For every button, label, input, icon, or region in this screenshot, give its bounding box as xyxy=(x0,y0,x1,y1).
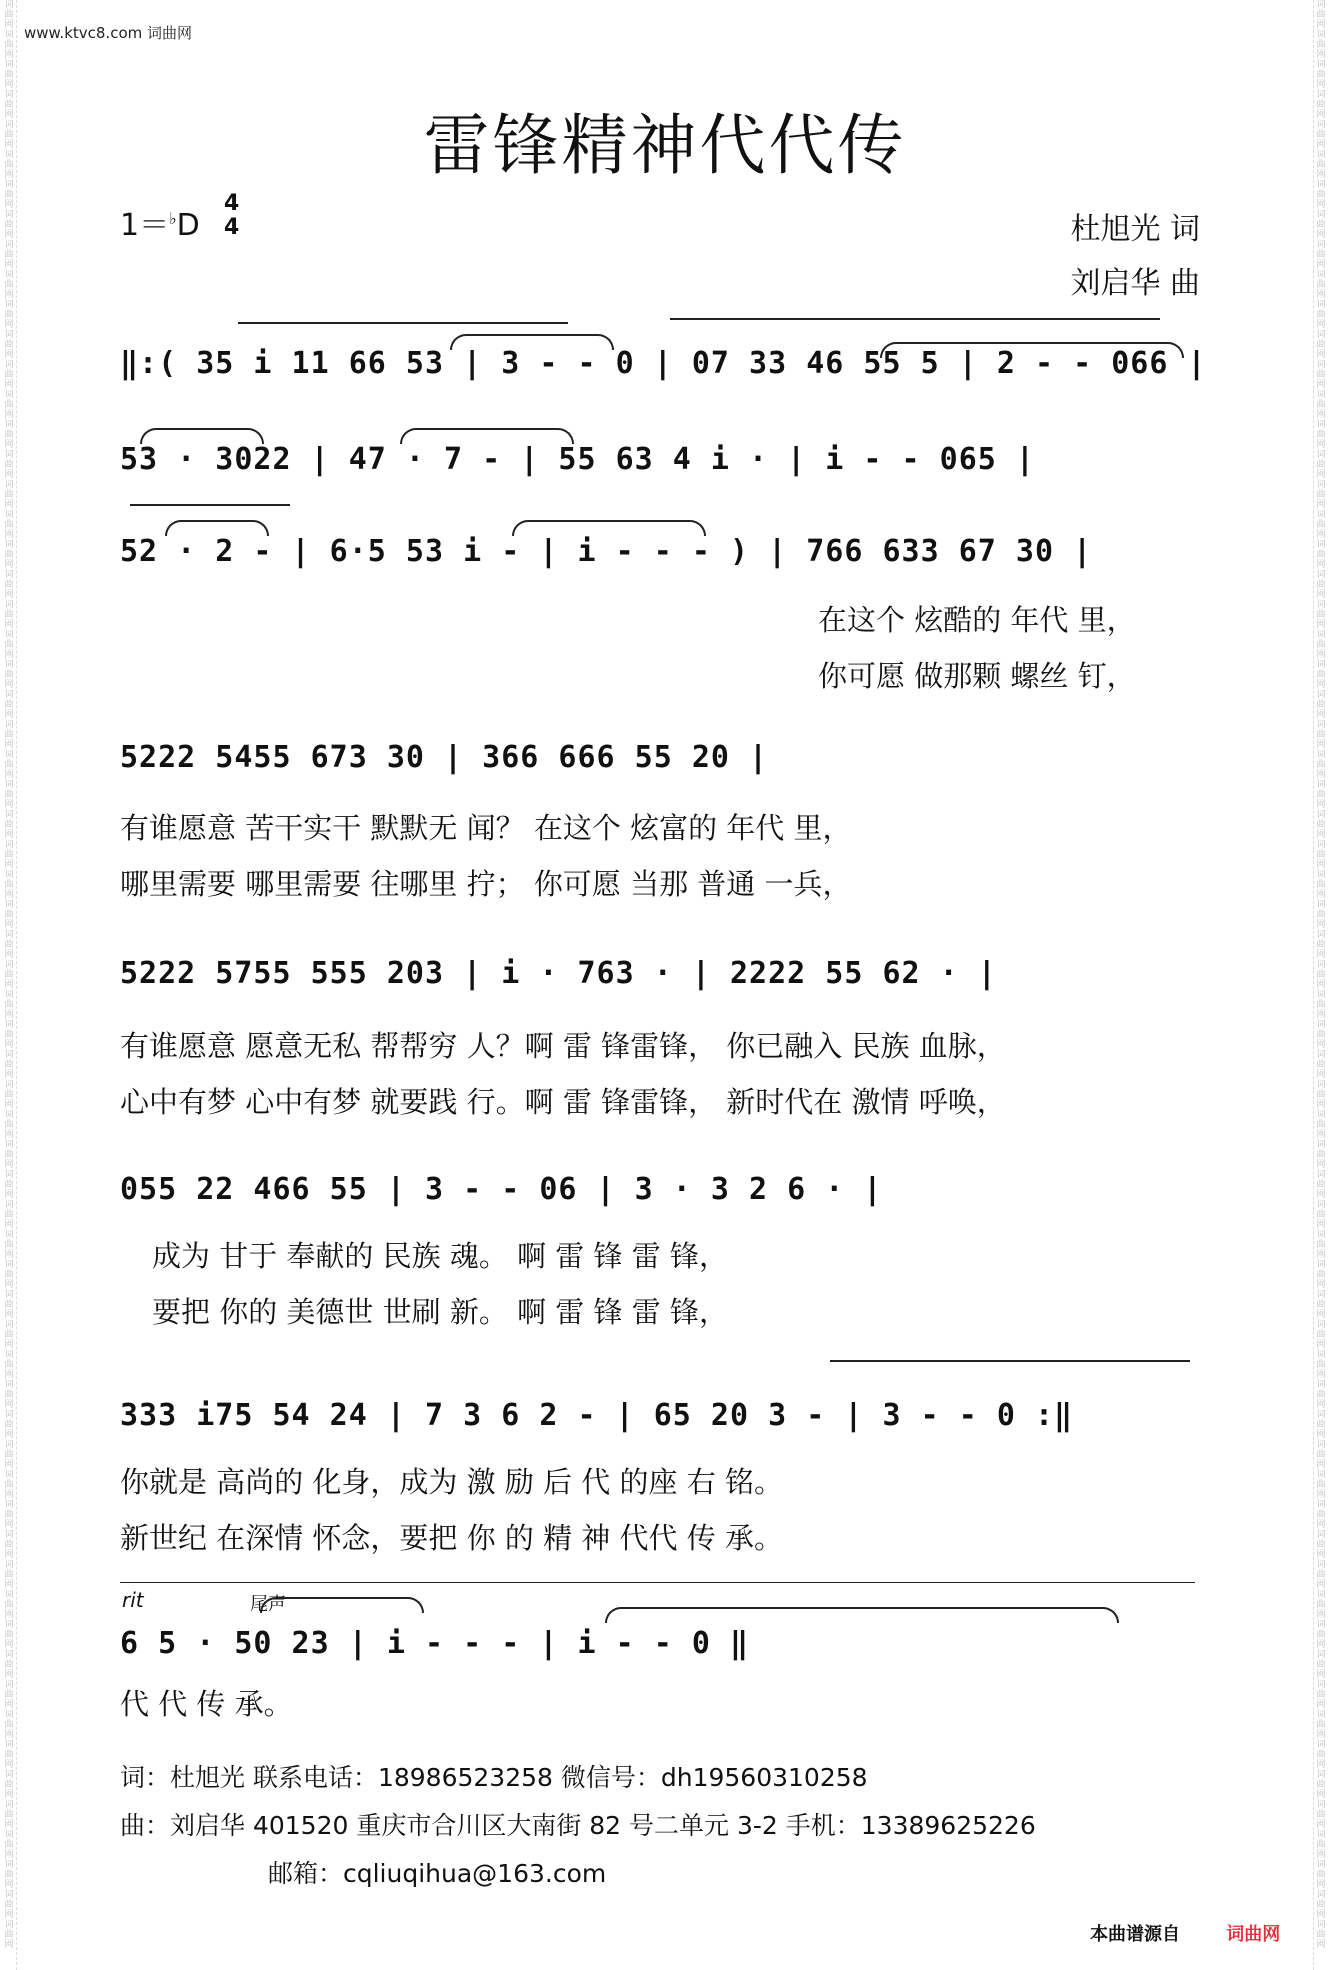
watermark-block: 词 曲 网 xyxy=(1316,1620,1326,1650)
watermark-block: 词 曲 网 xyxy=(4,240,14,270)
watermark-block: 词 曲 网 xyxy=(1316,90,1326,120)
dynamic-line xyxy=(238,322,568,324)
watermark-block: 词 曲 网 xyxy=(1316,990,1326,1020)
watermark-block: 词 曲 网 xyxy=(4,300,14,330)
watermark-block: 词 曲 网 xyxy=(4,1470,14,1500)
watermark-block: 词 曲 网 xyxy=(4,30,14,60)
watermark-block: 词 曲 网 xyxy=(4,1650,14,1680)
score-line-2: 53 · 3022 | 47 · 7 - | 55 63 4 i · | i - - 065 | xyxy=(120,442,1035,477)
watermark-block: 词 曲 网 xyxy=(4,1050,14,1080)
watermark-block: 词 曲 网 xyxy=(4,960,14,990)
watermark-block: 词 曲 网 xyxy=(1316,750,1326,780)
watermark-block: 词 曲 网 xyxy=(4,450,14,480)
watermark-block: 词 曲 网 xyxy=(1316,390,1326,420)
watermark-block: 词 曲 网 xyxy=(1316,1650,1326,1680)
watermark-block: 词 曲 网 xyxy=(1316,330,1326,360)
watermark-block: 词 曲 网 xyxy=(4,1800,14,1830)
watermark-block: 词 曲 网 xyxy=(1316,960,1326,990)
watermark-block: 词 曲 网 xyxy=(4,1380,14,1410)
watermark-block: 词 曲 网 xyxy=(1316,1440,1326,1470)
watermark-block: 词 曲 网 xyxy=(4,1200,14,1230)
score-line-8: 6 5 · 50 23 | i - - - | i - - 0 ‖ xyxy=(120,1626,750,1661)
watermark-block: 词 曲 网 xyxy=(4,1620,14,1650)
watermark-block: 词 曲 网 xyxy=(1316,1290,1326,1320)
watermark-block: 词 曲 网 xyxy=(4,1740,14,1770)
watermark-block: 词 曲 网 xyxy=(1316,1320,1326,1350)
score-line-6: 055 22 466 55 | 3 - - 06 | 3 · 3 2 6 · | xyxy=(120,1172,883,1207)
watermark-block: 词 曲 网 xyxy=(4,390,14,420)
lyric-line-7b: 新世纪 在深情 怀念，要把 你 的 精 神 代代 传 承。 xyxy=(120,1521,783,1555)
watermark-block: 词 曲 网 xyxy=(1316,690,1326,720)
watermark-block: 词 曲 网 xyxy=(1316,840,1326,870)
watermark-block: 词 曲 网 xyxy=(1316,1410,1326,1440)
composer-email: 邮箱：cqliuqihua@163.com xyxy=(268,1859,607,1888)
score-line-1: ‖:( 35 i 11 66 53 | 3 - - 0 | 07 33 46 55 5 | 2 - - 066 | xyxy=(120,346,1207,381)
lyric-line-3a: 在这个 炫酷的 年代 里， xyxy=(818,603,1136,637)
dynamic-line xyxy=(830,1360,1190,1362)
watermark-block: 词 曲 网 xyxy=(4,1890,14,1920)
dynamic-line xyxy=(670,318,1160,320)
watermark-block: 词 曲 网 xyxy=(1316,120,1326,150)
watermark-block: 词 曲 网 xyxy=(4,1260,14,1290)
watermark-block: 词 曲 网 xyxy=(4,660,14,690)
lyricist-credit: 杜旭光 词 xyxy=(1070,212,1200,247)
watermark-block: 词 曲 网 xyxy=(4,1410,14,1440)
watermark-block: 词 曲 网 xyxy=(1316,1680,1326,1710)
watermark-block: 词 曲 网 xyxy=(4,810,14,840)
watermark-block: 词 曲 网 xyxy=(4,360,14,390)
composer-contact: 曲：刘启华 401520 重庆市合川区大南街 82 号二单元 3-2 手机：13389625226 xyxy=(120,1811,1036,1840)
watermark-block: 词 曲 网 xyxy=(1316,1470,1326,1500)
composer-credit: 刘启华 曲 xyxy=(1070,266,1200,301)
watermark-block: 词 曲 网 xyxy=(4,1860,14,1890)
watermark-block: 词 曲 网 xyxy=(1316,600,1326,630)
coda-mark: 尾声 xyxy=(250,1594,286,1615)
key-signature: 1＝♭D xyxy=(120,208,200,243)
lyric-line-7a: 你就是 高尚的 化身，成为 激 励 后 代 的座 右 铭。 xyxy=(120,1465,783,1499)
site-url[interactable]: www.ktvc8.com 词曲网 xyxy=(24,24,193,42)
watermark-block: 词 曲 网 xyxy=(4,1320,14,1350)
lyric-line-8a: 代 代 传 承。 xyxy=(120,1687,293,1721)
score-line-7: 333 i75 54 24 | 7 3 6 2 - | 65 20 3 - | 3 - - 0 :‖ xyxy=(120,1398,1074,1433)
watermark-block: 词 曲 网 xyxy=(4,120,14,150)
watermark-block: 词 曲 网 xyxy=(4,420,14,450)
watermark-block: 词 曲 网 xyxy=(1316,1710,1326,1740)
watermark-block: 词 曲 网 xyxy=(1316,450,1326,480)
lyric-line-4a: 有谁愿意 苦干实干 默默无 闻？ 在这个 炫富的 年代 里， xyxy=(120,811,852,845)
watermark-block: 词 曲 网 xyxy=(4,1170,14,1200)
watermark-block: 词 曲 网 xyxy=(4,330,14,360)
lyric-line-6b: 要把 你的 美德世 世刷 新。 啊 雷 锋 雷 锋， xyxy=(152,1295,728,1329)
watermark-block: 词 曲 网 xyxy=(1316,870,1326,900)
watermark-block: 词 曲 网 xyxy=(1316,810,1326,840)
watermark-block: 词 曲 网 xyxy=(4,1440,14,1470)
watermark-block: 词 曲 网 xyxy=(1316,1050,1326,1080)
watermark-block: 词 曲 网 xyxy=(1316,180,1326,210)
watermark-block: 词 曲 网 xyxy=(1316,510,1326,540)
watermark-block: 词 曲 网 xyxy=(1316,1920,1326,1950)
watermark-block: 词 曲 网 xyxy=(1316,1110,1326,1140)
dynamic-line xyxy=(130,504,290,506)
lyric-line-6a: 成为 甘于 奉献的 民族 魂。 啊 雷 锋 雷 锋， xyxy=(152,1239,728,1273)
watermark-block: 词 曲 网 xyxy=(1316,480,1326,510)
watermark-block: 词 曲 网 xyxy=(1316,780,1326,810)
watermark-block: 词 曲 网 xyxy=(1316,1020,1326,1050)
watermark-block: 词 曲 网 xyxy=(1316,1200,1326,1230)
watermark-block: 词 曲 网 xyxy=(4,1110,14,1140)
lyric-line-5b: 心中有梦 心中有梦 就要践 行。啊 雷 锋雷锋， 新时代在 激情 呼唤， xyxy=(120,1085,1006,1119)
slur xyxy=(605,1607,1119,1623)
song-title: 雷锋精神代代传 xyxy=(423,107,907,184)
watermark-block: 词 曲 网 xyxy=(1316,60,1326,90)
watermark-block: 词 曲 网 xyxy=(4,1530,14,1560)
watermark-block: 词 曲 网 xyxy=(4,1560,14,1590)
watermark-block: 词 曲 网 xyxy=(1316,1770,1326,1800)
watermark-block: 词 曲 网 xyxy=(4,210,14,240)
score-line-4: 5222 5455 673 30 | 366 666 55 20 | xyxy=(120,740,769,775)
time-signature: 4 4 xyxy=(224,191,240,240)
watermark-block: 词 曲 网 xyxy=(4,60,14,90)
watermark-block: 词 曲 网 xyxy=(1316,900,1326,930)
watermark-block: 词 曲 网 xyxy=(1316,570,1326,600)
watermark-block: 词 曲 网 xyxy=(1316,270,1326,300)
watermark-block: 词 曲 网 xyxy=(1316,1740,1326,1770)
watermark-block: 词 曲 网 xyxy=(1316,540,1326,570)
watermark-block: 词 曲 网 xyxy=(1316,1380,1326,1410)
rit-mark: rit xyxy=(122,1588,144,1612)
watermark-block: 词 曲 网 xyxy=(4,600,14,630)
watermark-block: 词 曲 网 xyxy=(1316,1590,1326,1620)
watermark-block: 词 曲 网 xyxy=(4,750,14,780)
watermark-block: 词 曲 网 xyxy=(4,720,14,750)
watermark-block: 词 曲 网 xyxy=(4,990,14,1020)
watermark-block: 词 曲 网 xyxy=(1316,150,1326,180)
right-watermark-strip xyxy=(1313,0,1328,1970)
source-footer xyxy=(1090,1920,1280,1946)
watermark-block: 词 曲 网 xyxy=(4,1500,14,1530)
watermark-block: 词 曲 网 xyxy=(1316,1890,1326,1920)
watermark-block: 词 曲 网 xyxy=(1316,30,1326,60)
watermark-block: 词 曲 网 xyxy=(1316,1830,1326,1860)
watermark-block: 词 曲 网 xyxy=(4,780,14,810)
watermark-block: 词 曲 网 xyxy=(1316,420,1326,450)
watermark-block: 词 曲 网 xyxy=(4,0,14,30)
watermark-block: 词 曲 网 xyxy=(4,1830,14,1860)
watermark-block: 词 曲 网 xyxy=(1316,1500,1326,1530)
lyric-line-3b: 你可愿 做那颗 螺丝 钉， xyxy=(818,659,1136,693)
watermark-block: 词 曲 网 xyxy=(4,1350,14,1380)
watermark-block: 词 曲 网 xyxy=(1316,210,1326,240)
left-watermark-strip xyxy=(2,0,17,1970)
watermark-block: 词 曲 网 xyxy=(1316,630,1326,660)
watermark-block: 词 曲 网 xyxy=(1316,720,1326,750)
score-line-5: 5222 5755 555 203 | i · 763 · | 2222 55 62 · | xyxy=(120,956,997,991)
watermark-block: 词 曲 网 xyxy=(4,1680,14,1710)
watermark-block: 词 曲 网 xyxy=(4,1590,14,1620)
watermark-block: 词 曲 网 xyxy=(1316,1350,1326,1380)
watermark-block: 词 曲 网 xyxy=(4,900,14,930)
watermark-block: 词 曲 网 xyxy=(1316,1860,1326,1890)
lyric-line-5a: 有谁愿意 愿意无私 帮帮穷 人？啊 雷 锋雷锋， 你已融入 民族 血脉， xyxy=(120,1029,1006,1063)
watermark-block: 词 曲 网 xyxy=(4,630,14,660)
watermark-block: 词 曲 网 xyxy=(4,1140,14,1170)
watermark-block: 词 曲 网 xyxy=(4,1230,14,1260)
watermark-block: 词 曲 网 xyxy=(4,1020,14,1050)
watermark-block: 词 曲 网 xyxy=(4,1920,14,1950)
watermark-block: 词 曲 网 xyxy=(4,150,14,180)
watermark-block: 词 曲 网 xyxy=(4,930,14,960)
watermark-block: 词 曲 网 xyxy=(1316,1140,1326,1170)
source-site-link[interactable]: 词曲网 xyxy=(1226,1924,1281,1945)
watermark-block: 词 曲 网 xyxy=(1316,1170,1326,1200)
watermark-block: 词 曲 网 xyxy=(4,1710,14,1740)
watermark-block: 词 曲 网 xyxy=(1316,1230,1326,1260)
watermark-block: 词 曲 网 xyxy=(1316,1260,1326,1290)
watermark-block: 词 曲 网 xyxy=(1316,1530,1326,1560)
source-label: 本曲谱源自 xyxy=(1090,1924,1180,1945)
watermark-block: 词 曲 网 xyxy=(1316,0,1326,30)
watermark-block: 词 曲 网 xyxy=(4,180,14,210)
score-line-3: 52 · 2 - | 6·5 53 i - | i - - - ) | 766 633 67 30 | xyxy=(120,534,1093,569)
watermark-block: 词 曲 网 xyxy=(4,540,14,570)
watermark-block: 词 曲 网 xyxy=(4,840,14,870)
watermark-block: 词 曲 网 xyxy=(4,1770,14,1800)
lyric-line-4b: 哪里需要 哪里需要 往哪里 拧； 你可愿 当那 普通 一兵， xyxy=(120,867,852,901)
watermark-block: 词 曲 网 xyxy=(1316,240,1326,270)
watermark-block: 词 曲 网 xyxy=(4,1290,14,1320)
watermark-block: 词 曲 网 xyxy=(4,870,14,900)
watermark-block: 词 曲 网 xyxy=(4,1080,14,1110)
rit-bracket xyxy=(120,1582,1195,1583)
watermark-block: 词 曲 网 xyxy=(1316,660,1326,690)
watermark-block: 词 曲 网 xyxy=(1316,930,1326,960)
watermark-block: 词 曲 网 xyxy=(4,270,14,300)
watermark-block: 词 曲 网 xyxy=(4,90,14,120)
watermark-block: 词 曲 网 xyxy=(4,480,14,510)
watermark-block: 词 曲 网 xyxy=(4,510,14,540)
watermark-block: 词 曲 网 xyxy=(4,570,14,600)
watermark-block: 词 曲 网 xyxy=(1316,1560,1326,1590)
lyricist-contact: 词：杜旭光 联系电话：18986523258 微信号：dh19560310258 xyxy=(120,1763,868,1792)
watermark-block: 词 曲 网 xyxy=(1316,1800,1326,1830)
watermark-block: 词 曲 网 xyxy=(1316,300,1326,330)
watermark-block: 词 曲 网 xyxy=(4,690,14,720)
watermark-block: 词 曲 网 xyxy=(1316,1080,1326,1110)
watermark-block: 词 曲 网 xyxy=(1316,360,1326,390)
